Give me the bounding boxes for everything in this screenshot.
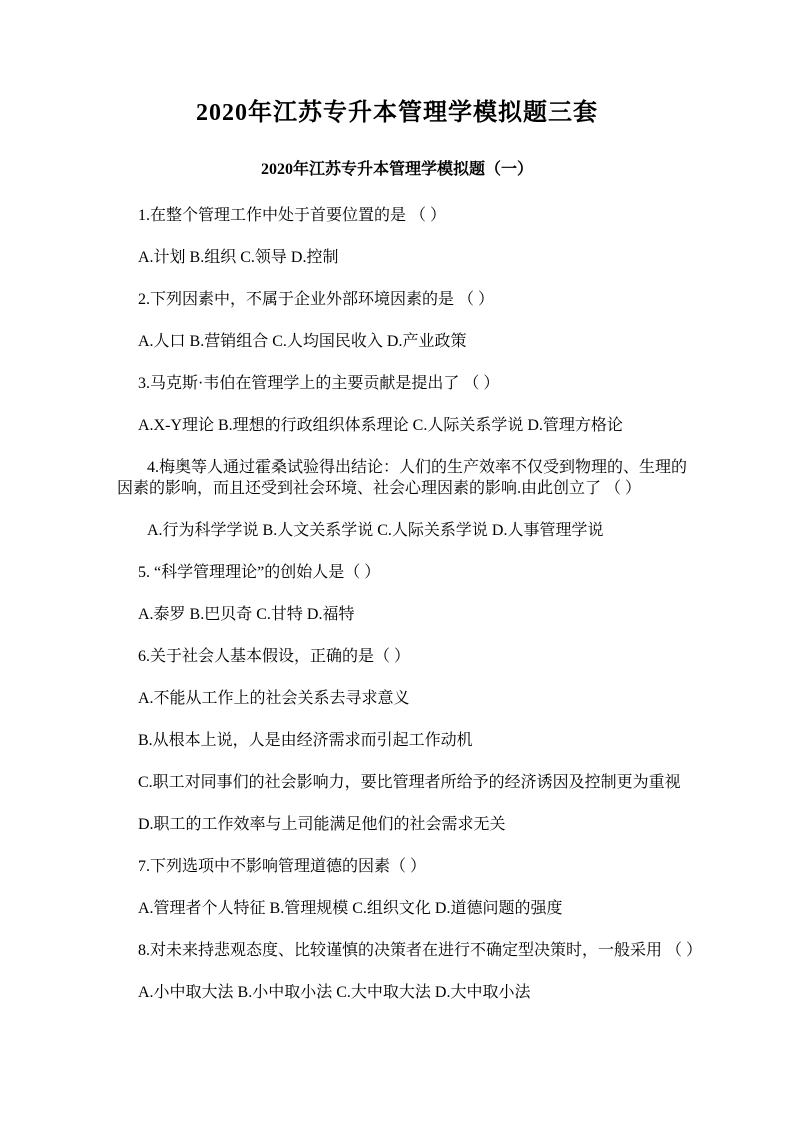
question-6-stem: 6.关于社会人基本假设，正确的是（ ） [138, 648, 411, 665]
question-2-stem: 2.下列因素中，不属于企业外部环境因素的是 （ ） [138, 291, 495, 308]
question-7-options: A.管理者个人特征 B.管理规模 C.组织文化 D.道德问题的强度 [138, 900, 563, 917]
document-title: 2020年江苏专升本管理学模拟题三套 [196, 100, 598, 126]
question-3-options: A.X-Y理论 B.理想的行政组织体系理论 C.人际关系学说 D.管理方格论 [138, 417, 623, 434]
question-3-stem: 3.马克斯·韦伯在管理学上的主要贡献是提出了 （ ） [138, 375, 500, 392]
question-5-stem: 5. “科学管理理论”的创始人是（ ） [138, 564, 381, 581]
question-1-options: A.计划 B.组织 C.领导 D.控制 [138, 249, 339, 266]
question-4-stem: 4.梅奥等人通过霍桑试验得出结论：人们的生产效率不仅受到物理的、生理的因素的影响，而且还受到社会环境、社会心理因素的影响.由此创立了 （ ） [117, 459, 688, 497]
document-body [117, 180, 702, 1003]
question-6-option-b: B.从根本上说，人是由经济需求而引起工作动机 [138, 732, 473, 749]
question-7-stem: 7.下列选项中不影响管理道德的因素（ ） [138, 858, 427, 875]
question-4-options: A.行为科学学说 B.人文关系学说 C.人际关系学说 D.人事管理学说 [147, 522, 604, 539]
question-6-option-c: C.职工对同事们的社会影响力，要比管理者所给予的经济诱因及控制更为重视 [138, 774, 681, 791]
question-2-options: A.人口 B.营销组合 C.人均国民收入 D.产业政策 [138, 333, 467, 350]
question-8-options: A.小中取大法 B.小中取小法 C.大中取大法 D.大中取小法 [138, 984, 531, 1001]
question-6-option-a: A.不能从工作上的社会关系去寻求意义 [138, 690, 410, 707]
question-8-stem: 8.对未来持悲观态度、比较谨慎的决策者在进行不确定型决策时，一般采用 （ ） [138, 942, 703, 959]
question-5-options: A.泰罗 B.巴贝奇 C.甘特 D.福特 [138, 606, 355, 623]
question-1-stem: 1.在整个管理工作中处于首要位置的是 （ ） [138, 207, 447, 224]
question-6-option-d: D.职工的工作效率与上司能满足他们的社会需求无关 [138, 816, 506, 833]
section-heading: 2020年江苏专升本管理学模拟题（一） [260, 161, 533, 178]
